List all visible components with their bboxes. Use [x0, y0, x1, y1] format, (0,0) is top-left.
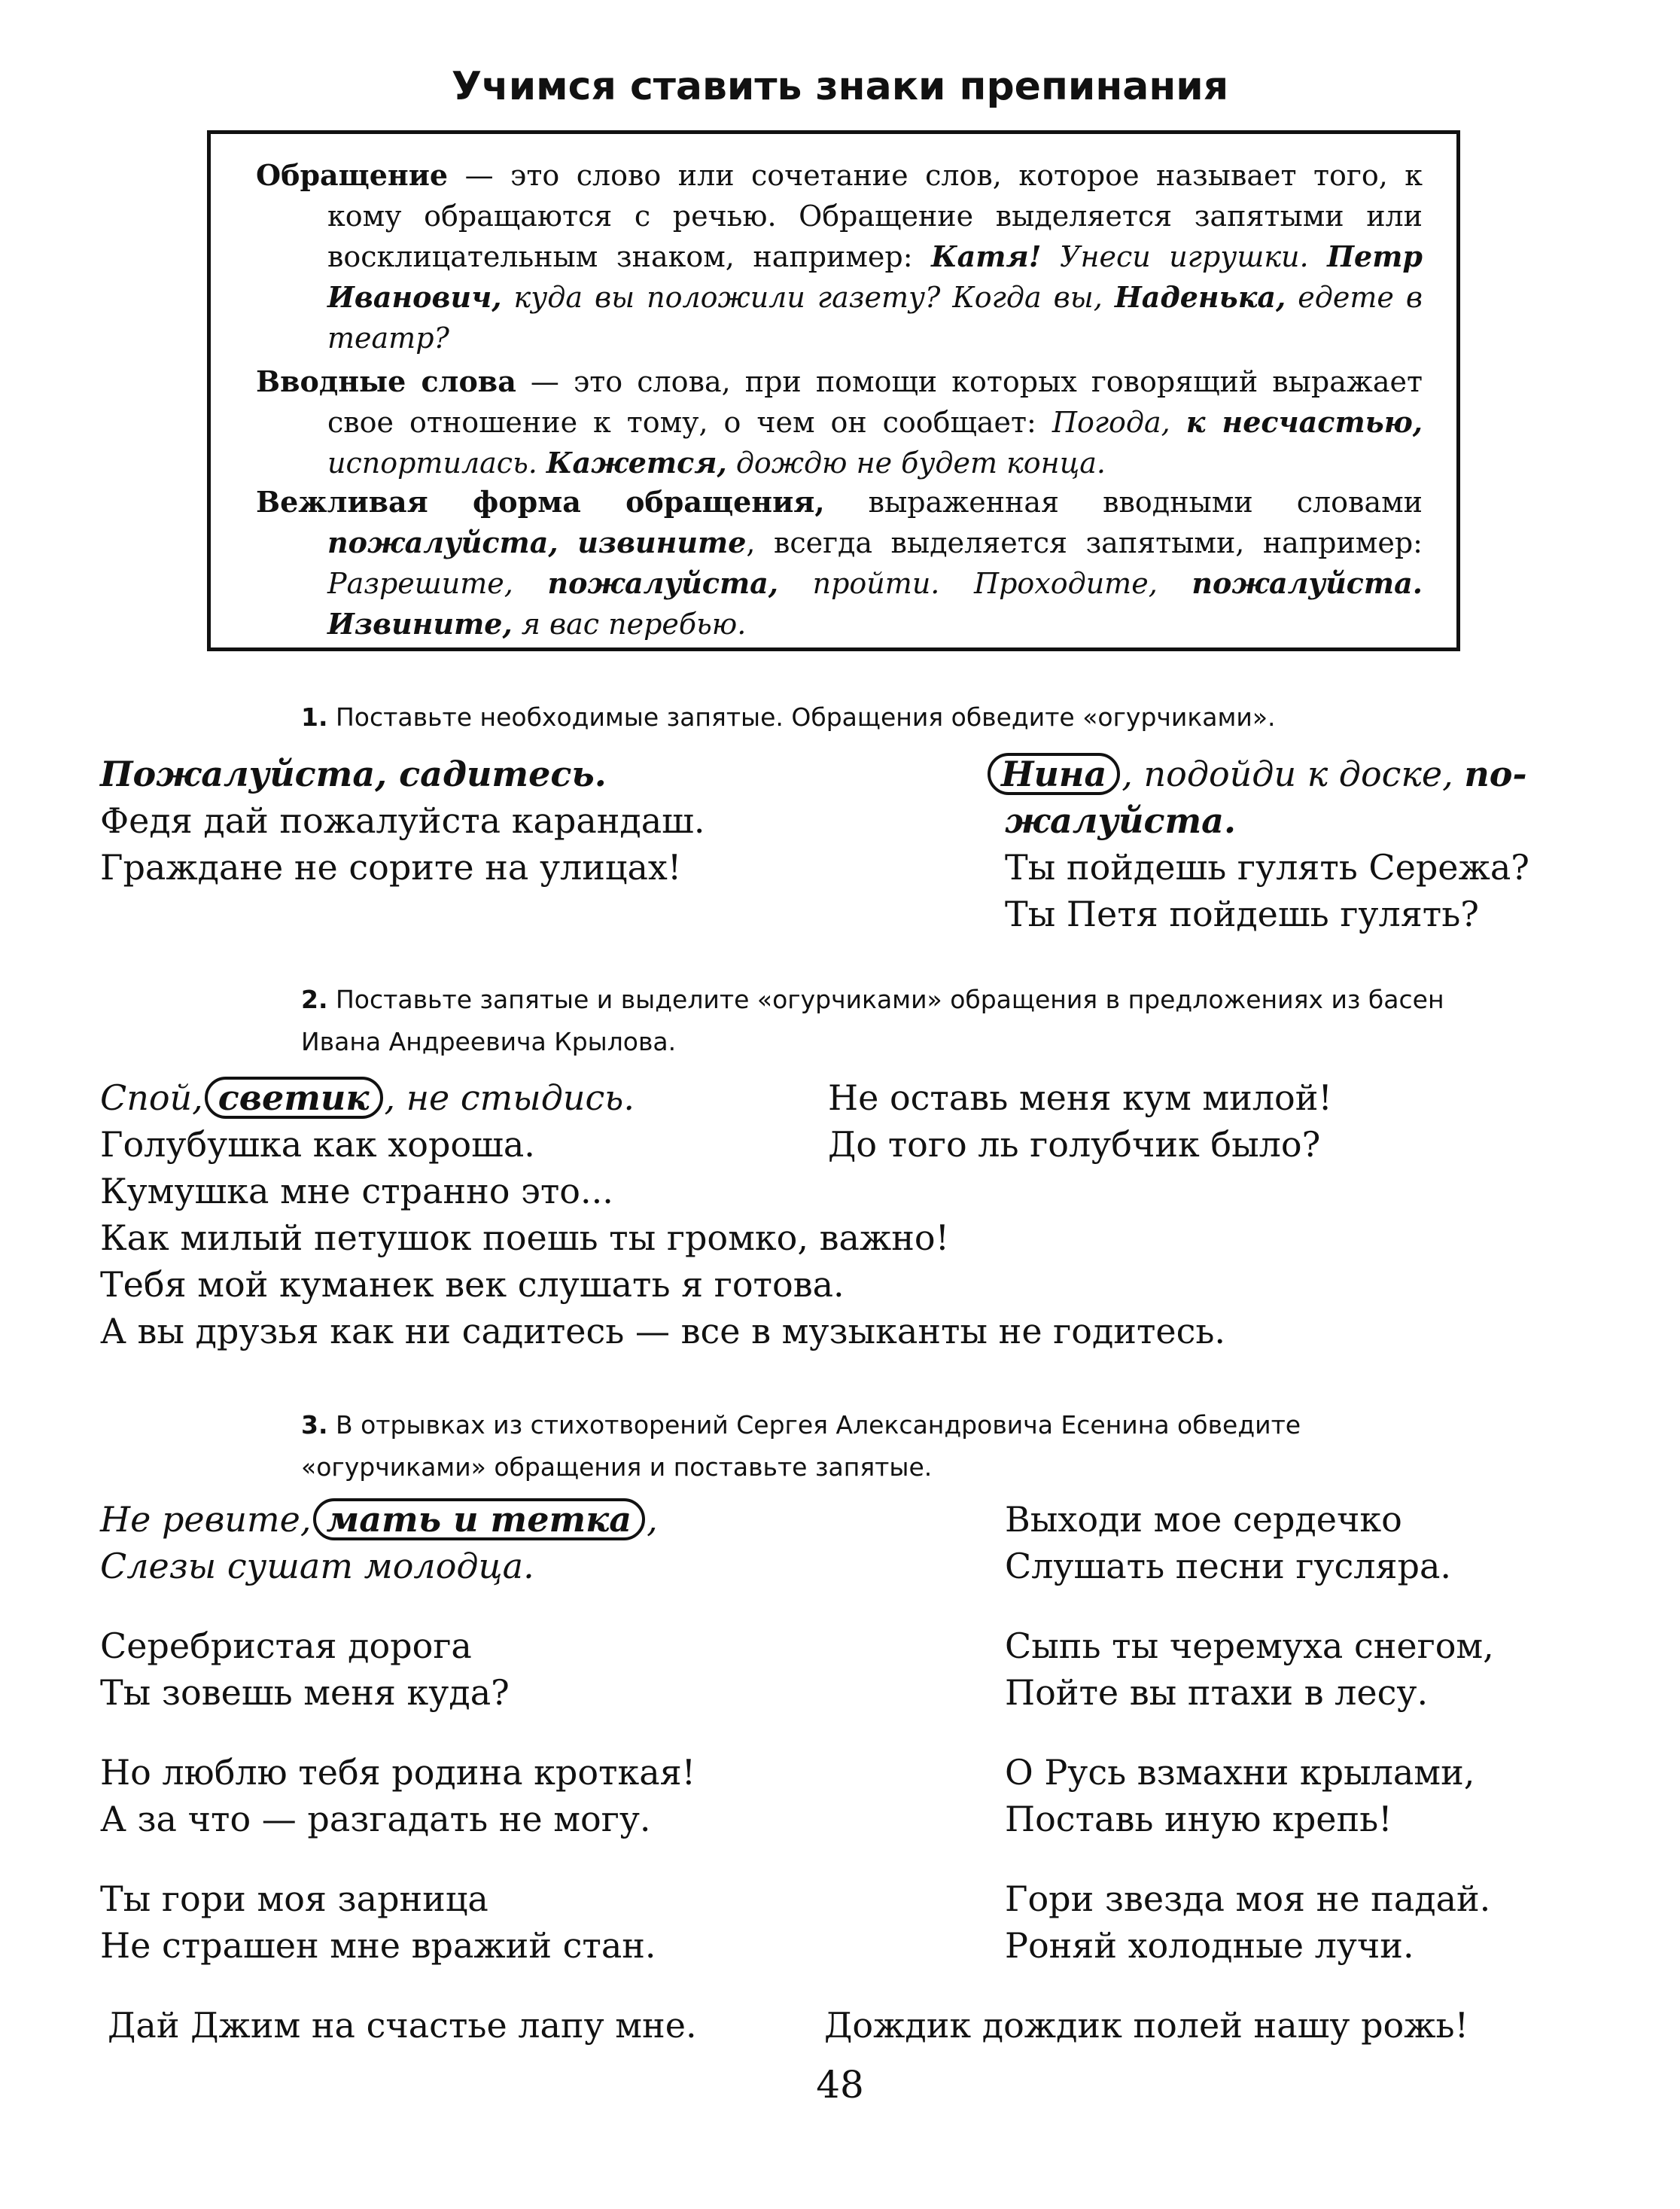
- rule-example: дождю не будет конца.: [726, 446, 1106, 480]
- task2-line-1: [100, 1075, 635, 1120]
- task3-left-s2-line-1: Серебристая дорога: [100, 1626, 472, 1666]
- line-text: Спой,: [100, 1077, 203, 1118]
- task-number: 3.: [301, 1410, 328, 1440]
- task-instruction-text: В отрывках из стихотворений Сергея Александровича Есенина обведите «огурчиками» обращения и поставьте запятые.: [301, 1410, 1301, 1482]
- rule-example: Разрешите,: [327, 567, 548, 600]
- line-text: Не ревите,: [100, 1499, 312, 1540]
- task-number: 2.: [301, 985, 328, 1014]
- task2-line-6: А вы друзья как ни садитесь — все в музыканты не годитесь.: [100, 1311, 1226, 1351]
- rules-box: [207, 130, 1460, 651]
- line-text: , не стыдись.: [384, 1077, 635, 1118]
- task3-left-s1-line-2: Слезы сушат молодца.: [100, 1546, 534, 1586]
- rule-text: выраженная вводными словами: [824, 486, 1423, 519]
- rule-example: Кажется,: [546, 446, 727, 480]
- task3-last-right: Дождик дождик полей нашу рожь!: [824, 2005, 1469, 2046]
- rule-text: — это слова, при помощи которых говорящий выражает свое отношение к тому, о чем он сообщает:: [327, 365, 1423, 439]
- task3-right-s3-line-2: Поставь иную крепь!: [1005, 1799, 1392, 1839]
- task3-left-s3-line-1: Но люблю тебя родина кроткая!: [100, 1752, 696, 1793]
- rule-example: Унеси игрушки.: [1041, 240, 1328, 273]
- rule-example: Наденька,: [1114, 280, 1286, 314]
- rule-example: пройти. Проходите,: [778, 567, 1192, 600]
- rule-example: куда вы положили газету? Когда вы,: [501, 281, 1115, 314]
- task1-left-line-1: Пожалуйста, садитесь.: [100, 754, 607, 794]
- page-number: 48: [816, 2063, 864, 2107]
- rule-term: Вводные слова: [256, 364, 516, 398]
- task1-right-line-3: Ты пойдешь гулять Сережа?: [1005, 847, 1529, 888]
- task3-right-s2-line-1: Сыпь ты черемуха снегом,: [1005, 1626, 1494, 1666]
- address-oval: мать и тетка: [313, 1498, 646, 1540]
- rule-term: Вежливая форма обращения,: [256, 485, 825, 519]
- task2-right-line-1: Не оставь меня кум милой!: [828, 1077, 1332, 1118]
- rule-example: пожалуйста,: [547, 566, 779, 600]
- rule-example: Петр Иванович,: [327, 239, 1423, 314]
- task2-line-3: Кумушка мне странно это...: [100, 1171, 613, 1211]
- task-number: 1.: [301, 702, 328, 732]
- task3-left-s2-line-2: Ты зовешь меня куда?: [100, 1672, 510, 1713]
- task3-right-s1-line-2: Слушать песни гусляра.: [1005, 1546, 1452, 1586]
- task1-left-line-3: Граждане не сорите на улицах!: [100, 847, 682, 888]
- address-oval: Нина: [988, 753, 1120, 795]
- rule-text: — это слово или сочетание слов, которое называет того, к кому обращаются с речью. Обращение выделяется запятыми или восклицательным знаком, например:: [327, 159, 1423, 273]
- rule-keywords: пожалуйста, извините: [327, 526, 747, 559]
- task2-line-4: Как милый петушок поешь ты громко, важно!: [100, 1217, 950, 1258]
- address-oval: светик: [205, 1077, 383, 1119]
- task3-left-s4-line-2: Не страшен мне вражий стан.: [100, 1925, 656, 1966]
- task2-right-line-2: До того ль голубчик было?: [828, 1124, 1321, 1165]
- rule-polite-address: [256, 482, 1423, 644]
- task3-right-s4-line-2: Роняй холодные лучи.: [1005, 1925, 1414, 1966]
- rule-example: пожалуйста.: [1192, 566, 1423, 600]
- task-instruction-text: Поставьте запятые и выделите «огурчиками» обращения в предложениях из басен Ивана Андреевича Крылова.: [301, 985, 1444, 1056]
- task1-left-line-2: Федя дай пожалуйста карандаш.: [100, 800, 705, 841]
- line-text: ,: [647, 1499, 658, 1540]
- page-title: Учимся ставить знаки препинания: [451, 64, 1229, 109]
- line-text: , подойди к доске,: [1122, 754, 1465, 794]
- task2-line-5: Тебя мой куманек век слушать я готова.: [100, 1264, 845, 1305]
- task3-right-s2-line-2: Пойте вы птахи в лесу.: [1005, 1672, 1429, 1713]
- rule-example: едете в театр?: [327, 281, 1423, 355]
- rule-example: Катя!: [931, 239, 1042, 273]
- task-instruction-text: Поставьте необходимые запятые. Обращения обведите «огурчиками».: [327, 702, 1276, 732]
- rule-example: испортилась.: [327, 446, 546, 480]
- task3-left-s1-line-1: [100, 1497, 658, 1542]
- task3-right-s3-line-1: О Русь взмахни крылами,: [1005, 1752, 1475, 1793]
- task-1-instruction: [301, 696, 1475, 739]
- task3-last-left: Дай Джим на счастье лапу мне.: [108, 2005, 697, 2046]
- task-2-instruction: [301, 979, 1460, 1063]
- task2-line-2: Голубушка как хороша.: [100, 1124, 535, 1165]
- rule-example: я вас перебью.: [512, 608, 747, 641]
- line-text: по-: [1464, 754, 1527, 794]
- task-3-instruction: [301, 1404, 1460, 1488]
- rule-example: к несчастью,: [1185, 405, 1423, 439]
- rule-text: , всегда выделяется запятыми, например:: [746, 526, 1423, 559]
- rule-example: Извините,: [327, 607, 513, 641]
- task1-right-line-1: [986, 751, 1527, 797]
- rule-introductory-words: [256, 361, 1423, 483]
- task1-right-line-4: Ты Петя пойдешь гулять?: [1005, 894, 1479, 934]
- task3-left-s3-line-2: А за что — разгадать не могу.: [100, 1799, 651, 1839]
- rule-address: [256, 155, 1423, 358]
- task3-right-s1-line-1: Выходи мое сердечко: [1005, 1499, 1402, 1540]
- task1-right-line-2: жалуйста.: [1005, 800, 1236, 841]
- task3-left-s4-line-1: Ты гори моя зарница: [100, 1878, 488, 1919]
- rule-term: Обращение: [256, 158, 449, 192]
- task3-right-s4-line-1: Гори звезда моя не падай.: [1005, 1878, 1491, 1919]
- rule-example: Погода,: [1052, 406, 1186, 439]
